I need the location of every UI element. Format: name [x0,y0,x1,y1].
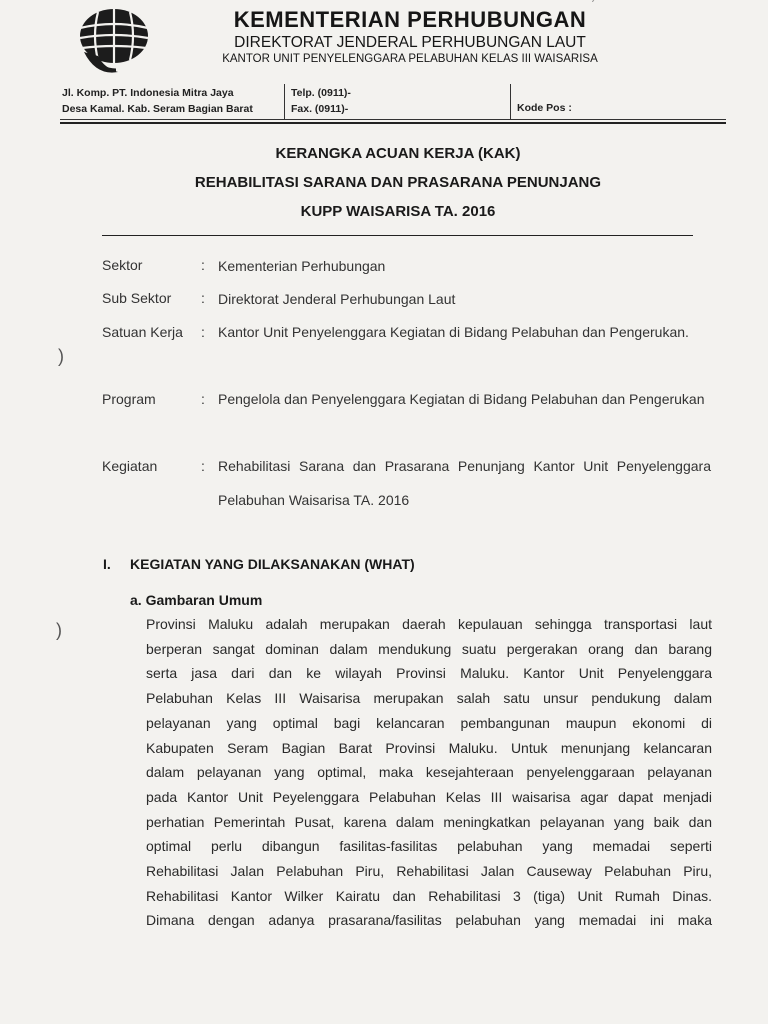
ministry-name: KEMENTERIAN PERHUBUNGAN [233,7,587,32]
paragraph-line: perhatian Pemerintah Pusat, karena dalam meningkatkan pelayanan yang baik dan [146,813,712,830]
subsection-title: a. Gambaran Umum [130,592,263,608]
program-colon: : [201,391,205,407]
address-block [62,84,284,120]
paragraph-line: Provinsi Maluku adalah merupakan daerah kepulauan sehingga transportasi laut [146,616,712,632]
section-number: I. [103,556,111,572]
sektor-colon: : [201,257,205,273]
paragraph-line: Rehabilitasi Kantor Wilker Kairatu dan Rehabilitasi 3 (tiga) Unit Rumah Dinas. [146,887,712,904]
fax-number: Fax. (0911)- [291,103,349,115]
subsektor-value: Direktorat Jenderal Perhubungan Laut [218,291,456,307]
paragraph-line: dalam pelayanan yang optimal, maka kesejahteraan penyelenggaraan pelayanan [146,764,712,781]
ministry-logo [74,6,152,78]
doc-title-line-3: KUPP WAISARISA TA. 2016 [300,203,496,220]
scan-mark: ˊ [591,0,595,12]
paragraph-line: berperan sangat dominan dalam mendukung suatu pergerakan orang dan barang [146,640,712,657]
address-line-1: Jl. Komp. PT. Indonesia Mitra Jaya [62,87,234,99]
satker-label: Satuan Kerja [102,324,183,340]
directorate-name: DIREKTORAT JENDERAL PERHUBUNGAN LAUT [234,34,586,51]
subsektor-label: Sub Sektor [102,290,172,306]
address-line-2: Desa Kamal. Kab. Seram Bagian Barat [62,103,253,115]
letterhead-rule-thin [60,119,726,120]
postal-block [510,84,726,120]
paragraph-line: optimal perlu dibangun fasilitas-fasilitas pelabuhan yang memadai seperti [146,838,712,855]
satker-colon: : [201,324,205,340]
doc-title-line-2: REHABILITASI SARANA DAN PRASARANA PENUNJANG [194,174,602,191]
section-title: KEGIATAN YANG DILAKSANAKAN (WHAT) [130,556,415,572]
program-value: Pengelola dan Penyelenggara Kegiatan di Bidang Pelabuhan dan Pengerukan [218,391,705,407]
contact-block [284,84,510,120]
margin-mark: ) [56,620,62,640]
sektor-value: Kementerian Perhubungan [218,258,386,274]
paragraph-line: pelayanan yang optimal bagi kelancaran pembangunan maupun ekonomi di [146,714,712,731]
kode-pos: Kode Pos : [517,102,572,114]
paragraph-line: serta jasa dari dan ke wilayah Provinsi Maluku. Kantor Unit Penyelenggara [146,665,712,682]
office-name: KANTOR UNIT PENYELENGGARA PELABUHAN KELAS III WAISARISA [222,53,598,65]
program-label: Program [102,391,156,407]
sektor-label: Sektor [102,257,143,273]
letterhead-rule-thick [60,122,726,124]
telp-number: Telp. (0911)- [291,87,351,99]
paragraph-line: pada Kantor Unit Peyelenggara Pelabuhan Kelas III waisarisa agar dapat menjadi [146,788,712,805]
paragraph-line: Pelabuhan Kelas III Waisarisa merupakan salah satu unsur pendukung dalam [146,690,712,707]
kegiatan-value: Rehabilitasi Sarana dan Prasarana Penunjang Kantor Unit Penyelenggara Pelabuhan Waisarisa TA. 2016 [218,458,711,508]
subsektor-colon: : [201,290,205,306]
paragraph-line: Kabupaten Seram Bagian Barat Provinsi Maluku. Untuk menunjang kelancaran [146,739,712,756]
margin-mark: ) [58,346,64,366]
title-underline [102,235,693,236]
doc-title-line-1: KERANGKA ACUAN KERJA (KAK) [275,145,521,162]
kegiatan-colon: : [201,458,205,474]
general-overview-paragraph [146,612,712,933]
kegiatan-label: Kegiatan [102,458,158,474]
paragraph-line: Dimana dengan adanya prasarana/fasilitas pelabuhan yang memadai ini maka [146,912,712,929]
paragraph-line: Rehabilitasi Jalan Pelabuhan Piru, Rehabilitasi Jalan Causeway Pelabuhan Piru, [146,863,712,880]
satker-value: Kantor Unit Penyelenggara Kegiatan di Bidang Pelabuhan dan Pengerukan. [218,324,689,340]
